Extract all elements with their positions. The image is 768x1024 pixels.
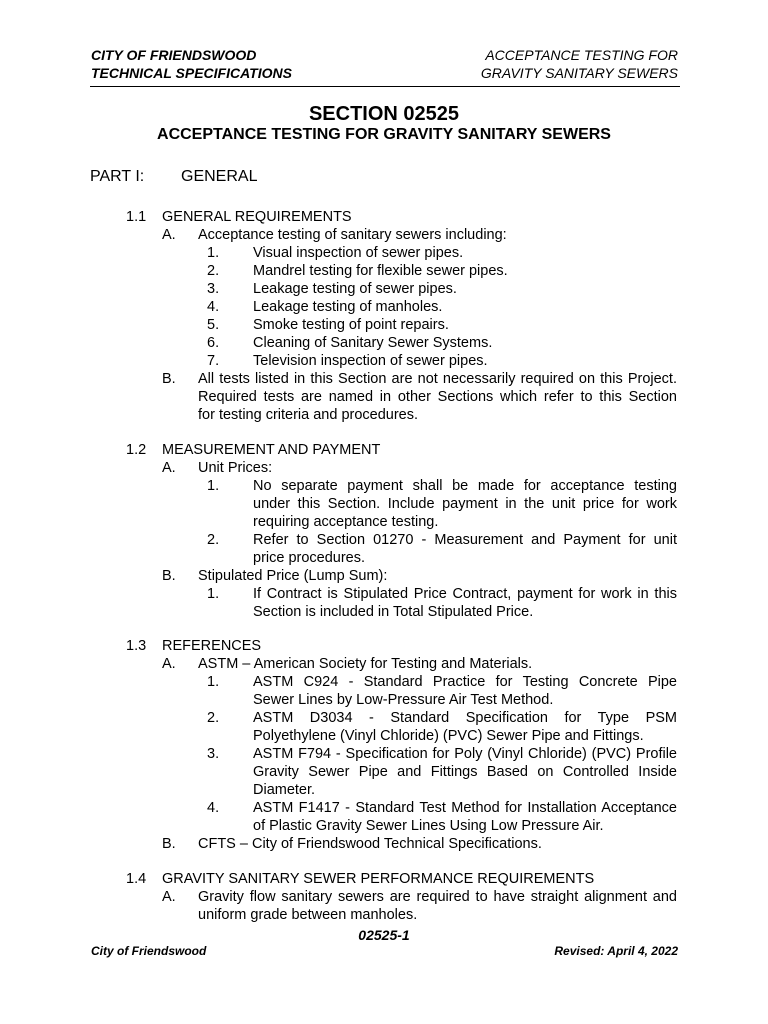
list-line: Refer to Section 01270 - Measurement and Payment for unit: [253, 532, 677, 548]
list-number: 4.: [207, 800, 220, 816]
list-line: of Plastic Gravity Sewer Lines Using Low Pressure Air.: [253, 818, 604, 834]
list-item: Cleaning of Sanitary Sewer Systems.: [253, 335, 493, 351]
header-rule: [90, 86, 680, 87]
article-number: 1.4: [126, 871, 147, 887]
list-line: price procedures.: [253, 550, 366, 566]
list-number: 7.: [207, 353, 220, 369]
list-number: 1.: [207, 245, 220, 261]
section-title: ACCEPTANCE TESTING FOR GRAVITY SANITARY SEWERS: [157, 126, 611, 143]
article-number: 1.2: [126, 442, 147, 458]
list-line: No separate payment shall be made for acceptance testing: [253, 478, 677, 494]
list-number: 2.: [207, 710, 220, 726]
list-line: Diameter.: [253, 782, 316, 798]
paragraph-text: Stipulated Price (Lump Sum):: [198, 568, 388, 584]
paragraph-text: Unit Prices:: [198, 460, 273, 476]
list-line: ASTM F794 - Specification for Poly (Vinyl Chloride) (PVC) Profile: [253, 746, 677, 762]
paragraph-label: A.: [162, 460, 176, 476]
paragraph-line: uniform grade between manholes.: [198, 907, 418, 923]
list-number: 4.: [207, 299, 220, 315]
paragraph-label: B.: [162, 371, 176, 387]
list-number: 2.: [207, 263, 220, 279]
footer-revised-date: Revised: April 4, 2022: [554, 944, 678, 958]
paragraph-line: Gravity flow sanitary sewers are required to have straight alignment and: [198, 889, 677, 905]
paragraph-line: for testing criteria and procedures.: [198, 407, 419, 423]
article-title: REFERENCES: [162, 638, 262, 654]
paragraph-text: CFTS – City of Friendswood Technical Specifications.: [198, 836, 542, 852]
list-line: ASTM D3034 - Standard Specification for Type PSM: [253, 710, 677, 726]
list-item: Mandrel testing for flexible sewer pipes.: [253, 263, 508, 279]
section-number: SECTION 02525: [308, 103, 460, 125]
paragraph-label: A.: [162, 889, 176, 905]
list-line: If Contract is Stipulated Price Contract, payment for work in this: [253, 586, 677, 602]
list-line: ASTM C924 - Standard Practice for Testing Concrete Pipe: [253, 674, 677, 690]
list-item: Visual inspection of sewer pipes.: [253, 245, 464, 261]
article-number: 1.1: [126, 209, 147, 225]
paragraph-line: Required tests are named in other Sections which refer to this Section: [198, 389, 677, 405]
page-number: 02525-1: [358, 927, 410, 943]
list-number: 5.: [207, 317, 220, 333]
article-title: GRAVITY SANITARY SEWER PERFORMANCE REQUIREMENTS: [162, 871, 595, 887]
header-tech-specs: TECHNICAL SPECIFICATIONS: [91, 65, 292, 81]
list-item: Leakage testing of manholes.: [253, 299, 443, 315]
list-item: Smoke testing of point repairs.: [253, 317, 449, 333]
list-item: Leakage testing of sewer pipes.: [253, 281, 457, 297]
list-number: 1.: [207, 478, 220, 494]
paragraph-label: B.: [162, 568, 176, 584]
list-line: Section is included in Total Stipulated Price.: [253, 604, 534, 620]
article-number: 1.3: [126, 638, 147, 654]
footer-city: City of Friendswood: [91, 944, 207, 958]
list-line: requiring acceptance testing.: [253, 514, 439, 530]
header-city: CITY OF FRIENDSWOOD: [91, 47, 257, 63]
paragraph-label: B.: [162, 836, 176, 852]
list-number: 2.: [207, 532, 220, 548]
list-line: ASTM F1417 - Standard Test Method for Installation Acceptance: [253, 800, 677, 816]
list-line: Gravity Sewer Pipe and Fittings Based on Controlled Inside: [253, 764, 677, 780]
part-name: GENERAL: [181, 168, 258, 185]
header-title-line1: ACCEPTANCE TESTING FOR: [485, 47, 678, 63]
paragraph-line: All tests listed in this Section are not necessarily required on this Project.: [198, 371, 677, 387]
list-number: 1.: [207, 674, 220, 690]
list-number: 3.: [207, 281, 220, 297]
paragraph-label: A.: [162, 656, 176, 672]
list-line: under this Section. Include payment in the unit price for work: [253, 496, 677, 512]
list-number: 1.: [207, 586, 220, 602]
article-title: GENERAL REQUIREMENTS: [162, 209, 352, 225]
list-line: Polyethylene (Vinyl Chloride) (PVC) Sewer Pipe and Fittings.: [253, 728, 644, 744]
part-label: PART I:: [90, 168, 145, 185]
paragraph-text: ASTM – American Society for Testing and Materials.: [198, 656, 533, 672]
article-title: MEASUREMENT AND PAYMENT: [162, 442, 381, 458]
list-line: Sewer Lines by Low-Pressure Air Test Method.: [253, 692, 554, 708]
paragraph-label: A.: [162, 227, 176, 243]
list-item: Television inspection of sewer pipes.: [253, 353, 488, 369]
header-title-line2: GRAVITY SANITARY SEWERS: [480, 65, 678, 81]
list-number: 6.: [207, 335, 220, 351]
paragraph-text: Acceptance testing of sanitary sewers including:: [198, 227, 507, 243]
list-number: 3.: [207, 746, 220, 762]
